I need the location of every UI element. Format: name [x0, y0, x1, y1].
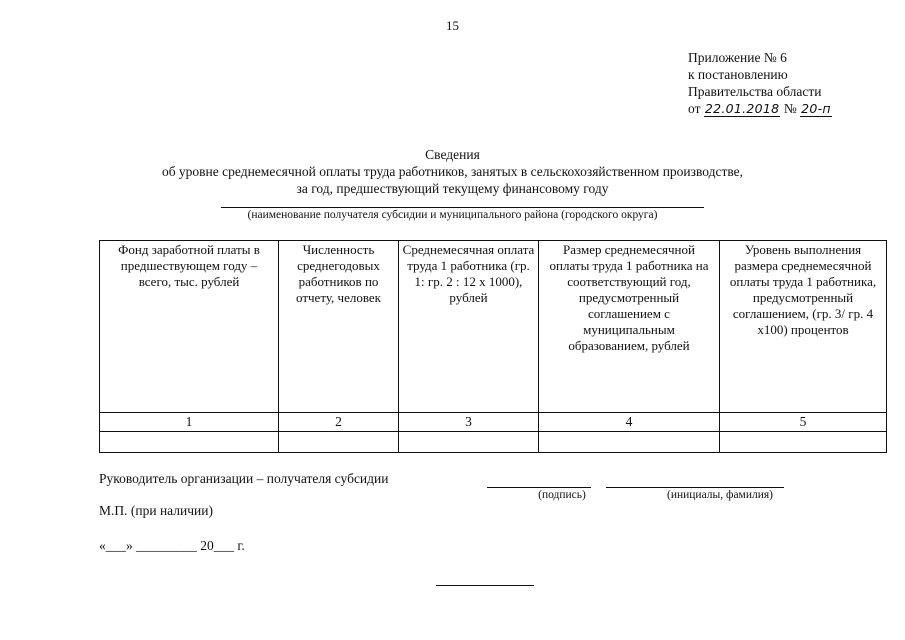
- header-cell-2: Численность среднегодовых работников по отчету, человек: [279, 241, 399, 413]
- title-line-3: за год, предшествующий текущему финансовому году: [296, 181, 609, 196]
- table-row: [100, 432, 887, 453]
- signer-label: Руководитель организации – получателя субсидии: [99, 471, 389, 486]
- recipient-fill-line: [221, 207, 704, 208]
- data-table: [99, 240, 887, 453]
- number-prefix: №: [783, 101, 797, 116]
- header-cell-4: Размер среднемесячной оплаты труда 1 работника на соответствующий год, предусмотренный соглашением с муниципальным образованием, рублей: [539, 241, 720, 413]
- appendix-line-2: к постановлению: [688, 67, 788, 82]
- appendix-date-line: [688, 100, 832, 117]
- appendix-line-3: Правительства области: [688, 84, 822, 99]
- date-prefix: от: [688, 101, 701, 116]
- data-cell-3[interactable]: [399, 432, 539, 453]
- appendix-line-1: Приложение № 6: [688, 50, 787, 65]
- stamp-label: М.П. (при наличии): [99, 503, 213, 518]
- name-caption: (инициалы, фамилия): [666, 489, 774, 501]
- page-number: 15: [446, 18, 459, 33]
- name-fill-line: [606, 487, 784, 488]
- signature-caption: (подпись): [538, 489, 586, 501]
- end-divider: [436, 585, 534, 586]
- column-number-2: 2: [279, 413, 399, 432]
- header-cell-5: Уровень выполнения размера среднемесячной оплаты труда 1 работника, предусмотренный соглашением, (гр. 3/ гр. 4 х100) процентов: [720, 241, 887, 413]
- column-number-row: [100, 413, 887, 432]
- header-cell-1: Фонд заработной платы в предшествующем году – всего, тыс. рублей: [100, 241, 279, 413]
- signature-fill-line: [487, 487, 591, 488]
- recipient-caption: (наименование получателя субсидии и муниципального района (городского округа): [247, 209, 658, 221]
- handwritten-date: 22.01.2018: [704, 101, 780, 116]
- column-number-5: 5: [720, 413, 887, 432]
- table-header-row: [100, 241, 887, 413]
- header-cell-3: Среднемесячная оплата труда 1 работника (гр. 1: гр. 2 : 12 х 1000), рублей: [399, 241, 539, 413]
- data-cell-1[interactable]: [100, 432, 279, 453]
- title-line-1: Сведения: [425, 147, 480, 162]
- data-cell-4[interactable]: [539, 432, 720, 453]
- column-number-3: 3: [399, 413, 539, 432]
- handwritten-number: 20-п: [801, 101, 831, 116]
- data-cell-2[interactable]: [279, 432, 399, 453]
- title-line-2: об уровне среднемесячной оплаты труда работников, занятых в сельскохозяйственном производстве,: [161, 164, 744, 179]
- date-line: «___» _________ 20___ г.: [99, 538, 245, 553]
- column-number-4: 4: [539, 413, 720, 432]
- column-number-1: 1: [100, 413, 279, 432]
- appendix-block: [688, 49, 832, 117]
- document-title: [0, 146, 905, 197]
- data-cell-5[interactable]: [720, 432, 887, 453]
